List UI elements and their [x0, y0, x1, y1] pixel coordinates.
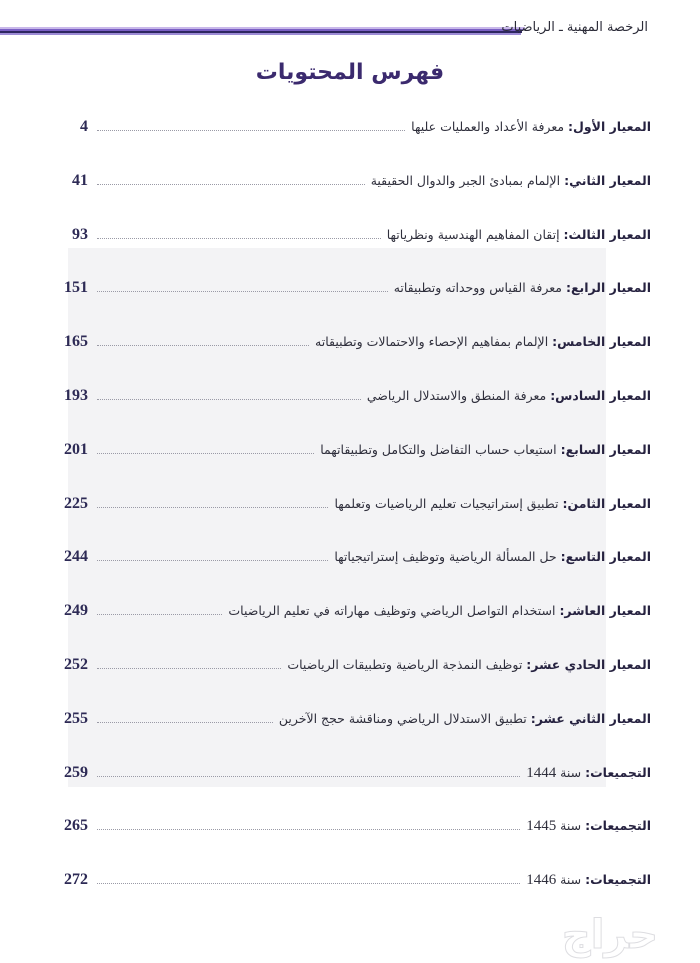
toc-entry-title: معرفة القياس ووحداته وتطبيقاته: [393, 280, 566, 296]
dotted-leader: [97, 399, 361, 400]
toc-entry-title: سنة: [556, 764, 586, 780]
toc-entry-label: التجميعات:: [585, 764, 651, 780]
toc-entry-title: الإلمام بمفاهيم الإحصاء والاحتمالات وتطبيقاته: [315, 334, 553, 350]
toc-entry-title: تطبيق الاستدلال الرياضي ومناقشة حجج الآخرين: [278, 710, 531, 726]
dotted-leader: [97, 453, 314, 454]
toc-entry-text: [330, 492, 651, 516]
dotted-leader: [97, 883, 520, 884]
toc-entry-year: 1444: [526, 764, 557, 781]
toc-page-number: 41: [72, 171, 88, 189]
toc-entry-text: [390, 276, 651, 300]
dotted-leader: [97, 130, 405, 131]
toc-entry-text: [383, 223, 651, 247]
dotted-leader: [97, 238, 381, 239]
toc-entry-text: [522, 868, 651, 892]
dotted-leader: [97, 722, 273, 723]
toc-page-number: 255: [64, 709, 88, 727]
toc-page-number: 272: [64, 871, 88, 889]
toc-entry-label: المعيار الرابع:: [565, 280, 651, 296]
dotted-leader: [97, 560, 328, 561]
toc-entry-label: المعيار السادس:: [550, 388, 651, 403]
toc-entry-title: استخدام التواصل الرياضي وتوظيف مهاراته في تعليم الرياضيات: [228, 603, 560, 619]
toc-entry-title: سنة: [556, 872, 586, 888]
header-decorative-line: [0, 27, 525, 35]
toc-entry-label: المعيار السابع:: [560, 441, 651, 457]
toc-entry-label: التجميعات:: [585, 818, 651, 834]
dotted-leader: [97, 614, 222, 615]
toc-entry[interactable]: [0, 868, 700, 892]
toc-entry-text: [522, 814, 651, 838]
toc-page-number: 252: [64, 656, 88, 673]
toc-entry-label: المعيار الحادي عشر:: [526, 657, 651, 672]
dotted-leader: [97, 291, 388, 292]
toc-entry-text: [522, 761, 651, 785]
toc-entry-title: استيعاب حساب التفاضل والتكامل وتطبيقاتهما: [320, 441, 561, 457]
toc-entry-label: المعيار الخامس:: [552, 334, 651, 350]
toc-entry-text: [275, 707, 651, 731]
toc-entry[interactable]: [0, 814, 700, 838]
dotted-leader: [97, 776, 520, 777]
dotted-leader: [97, 829, 520, 830]
toc-entry[interactable]: [0, 761, 700, 785]
toc-entry-title: إتقان المفاهيم الهندسية ونظرياتها: [386, 226, 564, 242]
toc-entry-text: [330, 545, 651, 569]
toc-entry-label: التجميعات:: [585, 872, 651, 888]
toc-entry-title: معرفة المنطق والاستدلال الرياضي: [366, 388, 551, 403]
dotted-leader: [97, 184, 365, 185]
toc-entry-text: [367, 169, 651, 193]
toc-entry-title: الإلمام بمبادئ الجبر والدوال الحقيقية: [370, 172, 565, 188]
toc-entry[interactable]: [0, 438, 700, 462]
toc-entry-text: [407, 115, 651, 139]
dotted-leader: [97, 345, 309, 346]
toc-page-number: 165: [64, 333, 88, 351]
header-line-stripe: [0, 33, 521, 35]
toc-page-number: 244: [64, 548, 88, 566]
dotted-leader: [97, 507, 328, 508]
toc-entry-title: معرفة الأعداد والعمليات عليها: [411, 119, 569, 134]
toc-entry-label: المعيار الثاني:: [564, 172, 651, 188]
toc-entry-label: المعيار العاشر:: [559, 603, 651, 619]
toc-entry-text: [283, 653, 651, 677]
haraj-watermark: حراج: [561, 912, 659, 958]
toc-page-number: 4: [80, 118, 88, 135]
toc-entry[interactable]: [0, 707, 700, 731]
toc-entry[interactable]: [0, 169, 700, 193]
toc-entry-title: تطبيق إستراتيجيات تعليم الرياضيات وتعلمها: [334, 495, 563, 511]
toc-entry[interactable]: [0, 223, 700, 247]
toc-page-number: 193: [64, 387, 88, 404]
dotted-leader: [97, 668, 281, 669]
toc-page-number: 151: [64, 279, 88, 297]
toc-entry[interactable]: [0, 599, 700, 623]
toc-page-number: 249: [64, 602, 88, 620]
toc-page-number: 225: [64, 494, 88, 512]
toc-entry[interactable]: [0, 545, 700, 569]
toc-entry-label: المعيار التاسع:: [560, 549, 651, 565]
toc-entry-label: المعيار الثاني عشر:: [530, 710, 651, 726]
toc-entry-text: [316, 438, 651, 462]
toc-page-number: 265: [64, 817, 88, 835]
running-header-title: الرخصة المهنية ـ الرياضيات: [501, 20, 648, 35]
toc-entry-title: حل المسألة الرياضية وتوظيف إستراتيجياتها: [334, 549, 561, 565]
toc-entry-label: المعيار الثامن:: [562, 495, 651, 511]
page-title: فهرس المحتويات: [255, 60, 445, 85]
toc-page-number: 93: [72, 225, 88, 243]
toc-entry[interactable]: [0, 653, 700, 677]
toc-entry[interactable]: [0, 115, 700, 139]
toc-entry-text: [363, 384, 651, 408]
toc-entry[interactable]: [0, 330, 700, 354]
toc-entry-label: المعيار الأول:: [568, 119, 651, 134]
toc-entry-year: 1446: [526, 872, 557, 889]
toc-page-number: 201: [64, 440, 88, 458]
toc-entry[interactable]: [0, 492, 700, 516]
toc-entry[interactable]: [0, 384, 700, 408]
toc-entry-text: [311, 330, 651, 354]
toc-entry-text: [224, 599, 651, 623]
toc-entry-title: توظيف النمذجة الرياضية وتطبيقات الرياضيات: [287, 657, 527, 672]
toc-entry-title: سنة: [556, 818, 586, 834]
toc-entry[interactable]: [0, 276, 700, 300]
toc-entry-label: المعيار الثالث:: [563, 226, 651, 242]
toc-entry-year: 1445: [526, 818, 557, 835]
toc-page-number: 259: [64, 763, 88, 781]
